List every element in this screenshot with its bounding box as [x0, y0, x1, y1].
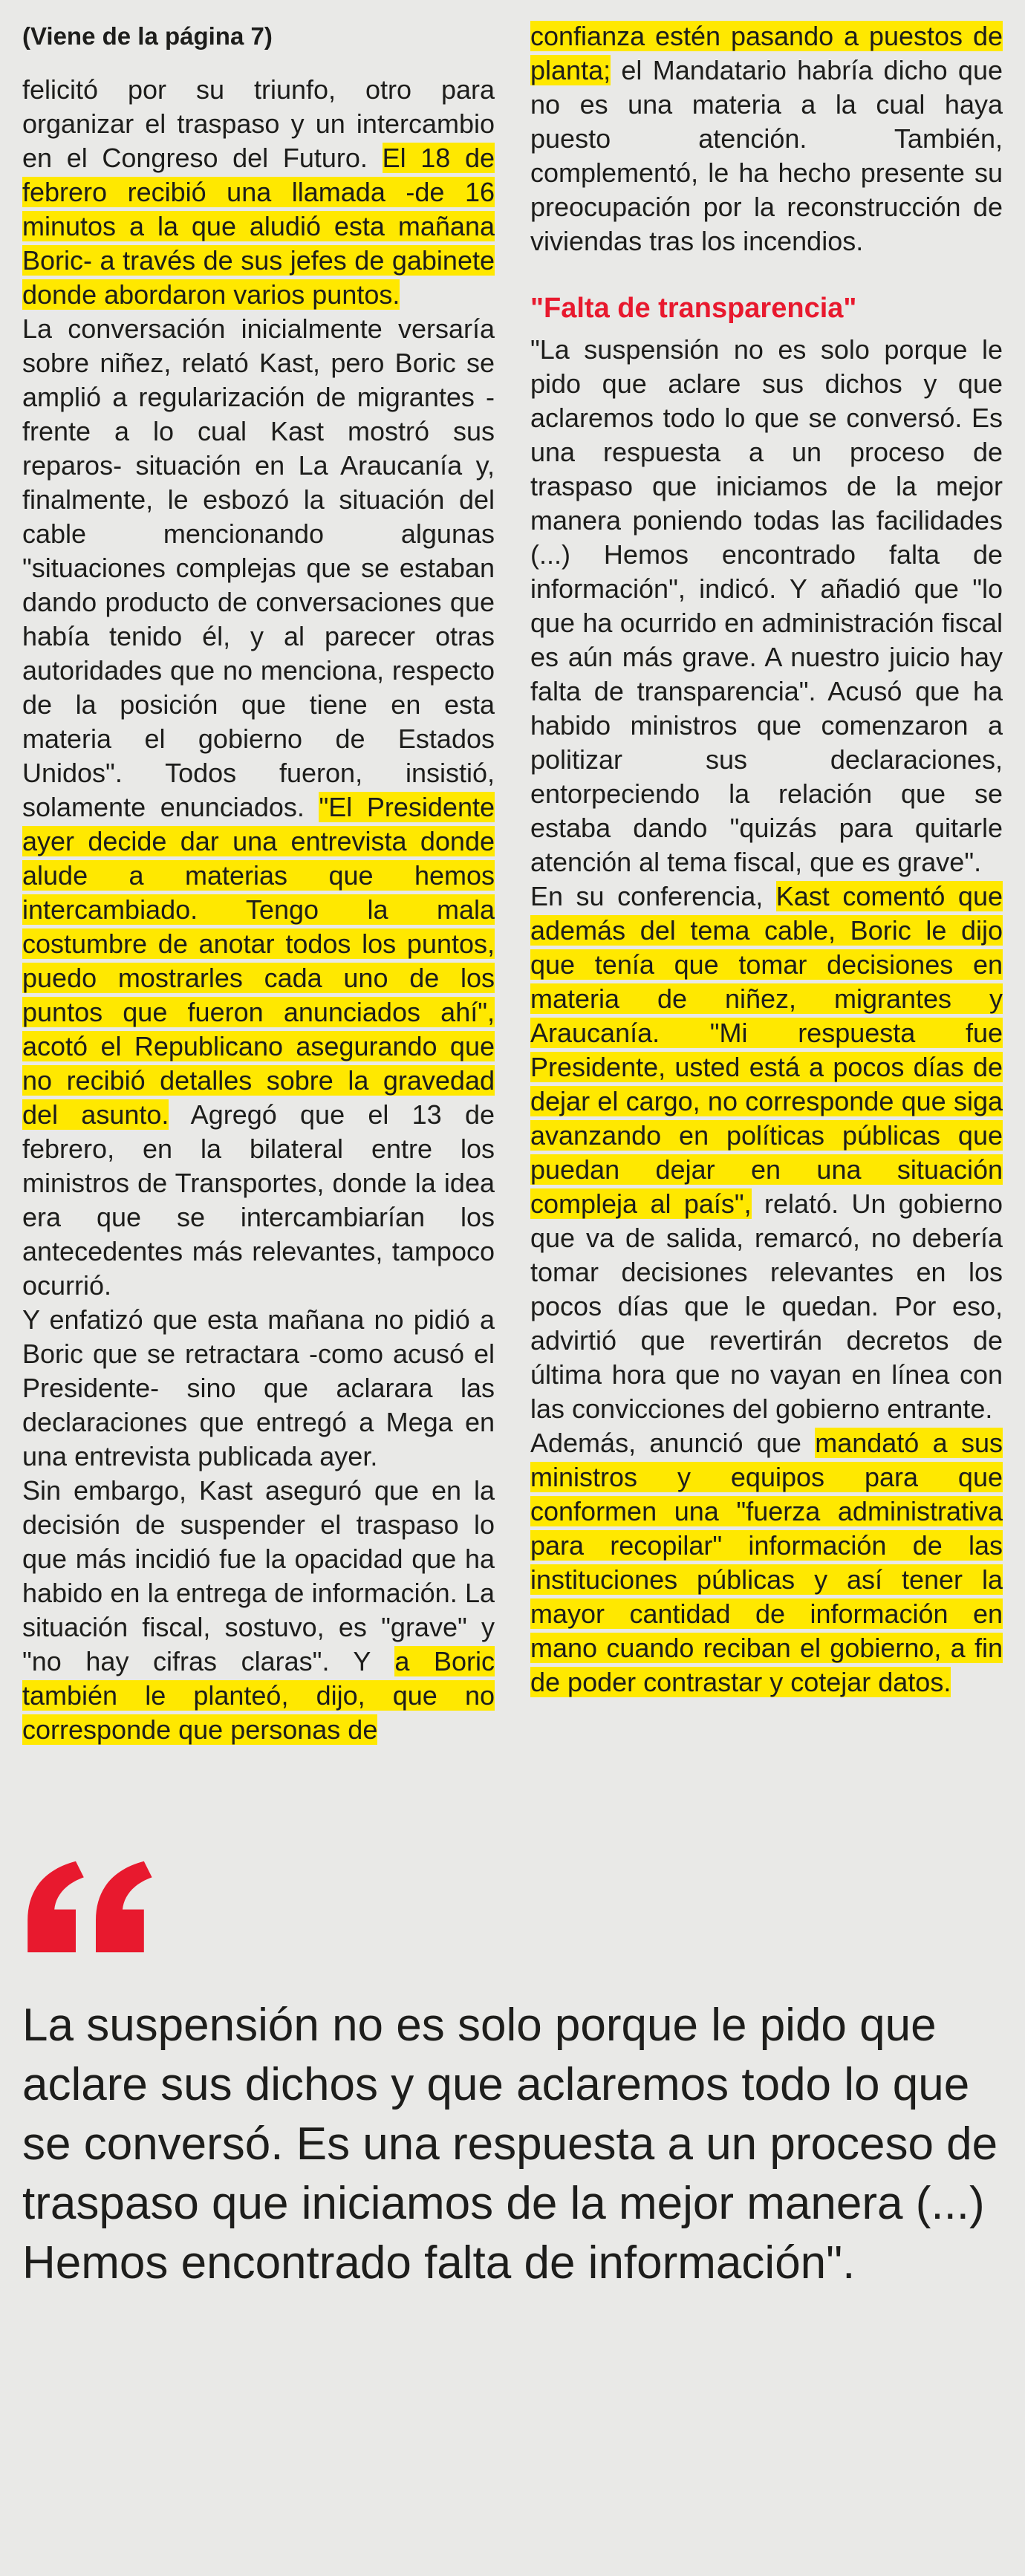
body-text-segment: Y enfatizó que esta mañana no pidió a Boric que se retractara -como acusó el Presidente- sino que aclarara las declaraciones que entregó a Mega en una entrevista publicada ayer.	[22, 1304, 495, 1471]
highlighted-text: Kast comentó que además del tema cable, Boric le dijo que tenía que tomar decisiones en materia de niñez, migrantes y Araucanía. "Mi respuesta fue Presidente, usted está a pocos días de dejar el cargo, no corresponde que siga avanzando en políticas públicas que puedan dejar en una situación compleja al país",	[530, 881, 1003, 1219]
body-text-segment: el Mandatario habría dicho que no es una materia a la cual haya puesto atención. También, complementó, le ha hecho presente su preocupación por la reconstrucción de viviendas tras los incendios.	[530, 55, 1003, 256]
column-left	[22, 19, 495, 1747]
paragraph	[530, 19, 1003, 258]
body-text-segment: Además, anunció que	[530, 1428, 816, 1458]
column-right	[530, 19, 1003, 1700]
body-text-segment: relató. Un gobierno que va de salida, remarcó, no debería tomar decisiones relevantes en los pocos días que le quedan. Por eso, advirtió que revertirán decretos de última hora que no vayan en línea con las convicciones del gobierno entrante.	[530, 1188, 1003, 1424]
body-text-segment: "La suspensión no es solo porque le pido que aclare sus dichos y que aclaremos todo lo que se conversó. Es una respuesta a un proceso de traspaso que iniciamos de la mejor manera poniendo todas las facilidades (...) Hemos encontrado falta de información", indicó. Y añadió que "lo que ha ocurrido en administración fiscal es aún más grave. A nuestro juicio hay falta de transparencia". Acusó que ha habido ministros que comenzaron a politizar sus declaraciones, entorpeciendo la relación que se estaba dando "quizás para quitarle atención al tema fiscal, que es grave".	[530, 334, 1003, 877]
section-heading: "Falta de transparencia"	[530, 293, 857, 324]
paragraph	[530, 879, 1003, 1426]
left-column-body	[22, 73, 495, 1747]
highlighted-text: a Boric también le planteó, dijo, que no corresponde que personas de	[22, 1646, 495, 1745]
body-text-segment: La conversación inicialmente versaría sobre niñez, relató Kast, pero Boric se amplió a regularización de migrantes -frente a lo cual Kast mostró sus reparos- situación en La Araucanía y, finalmente, le esbozó la situación del cable mencionando algunas "situaciones complejas que se estaban dando producto de conversaciones que había tenido él, y al parecer otras autoridades que no menciona, respecto de la posición que tiene en esta materia el gobierno de Estados Unidos". Todos fueron, insistió, solamente enunciados.	[22, 313, 495, 822]
body-text-segment: Sin embargo, Kast aseguró que en la decisión de suspender el traspaso lo que más incidió fue la opacidad que ha habido en la entrega de información. La situación fiscal, sostuvo, es "grave" y "no hay cifras claras". Y	[22, 1475, 495, 1676]
paragraph	[22, 1474, 495, 1747]
article-columns	[22, 19, 1003, 1747]
highlighted-text: mandató a sus ministros y equipos para que conformen una "fuerza administrativa para recopilar" información de las instituciones públicas y así tener la mayor cantidad de información en mano cuando reciban el gobierno, a fin de poder contrastar y cotejar datos.	[530, 1428, 1003, 1697]
paragraph	[22, 73, 495, 312]
paragraph	[530, 1426, 1003, 1700]
pull-quote-text: La suspensión no es solo porque le pido que aclare sus dichos y que aclaremos todo lo que se conversó. Es una respuesta a un proceso de traspaso que iniciamos de la mejor manera (...) Hemos encontrado falta de información".	[22, 2000, 998, 2289]
highlighted-text: El 18 de febrero recibió una llamada -de 16 minutos a la que aludió esta mañana Boric- a través de sus jefes de gabinete donde abordaron varios puntos.	[22, 143, 495, 310]
body-text-segment: Agregó que el 13 de febrero, en la bilateral entre los ministros de Transportes, donde la idea era que se intercambiarían los antecedentes más relevantes, tampoco ocurrió.	[22, 1099, 495, 1301]
quote-icon	[22, 1858, 1003, 1955]
body-text-segment: En su conferencia,	[530, 881, 776, 911]
body-text-segment: felicitó por su triunfo, otro para organizar el traspaso y un intercambio en el Congreso del Futuro.	[22, 74, 495, 173]
right-column-bottom-body	[530, 333, 1003, 1700]
highlighted-text: "El Presidente ayer decide dar una entrevista donde alude a materias que hemos intercambiado. Tengo la mala costumbre de anotar todos los puntos, puedo mostrarles cada uno de los puntos que fueron anunciados ahí", acotó el Republicano asegurando que no recibió detalles sobre la gravedad del asunto.	[22, 792, 495, 1130]
paragraph	[530, 333, 1003, 879]
highlighted-text: confianza estén pasando a puestos de planta;	[530, 21, 1003, 85]
pull-quote	[22, 1858, 1003, 2293]
paragraph	[22, 312, 495, 1303]
right-column-top-body	[530, 19, 1003, 258]
continuation-note: (Viene de la página 7)	[22, 22, 273, 50]
paragraph	[22, 1303, 495, 1474]
